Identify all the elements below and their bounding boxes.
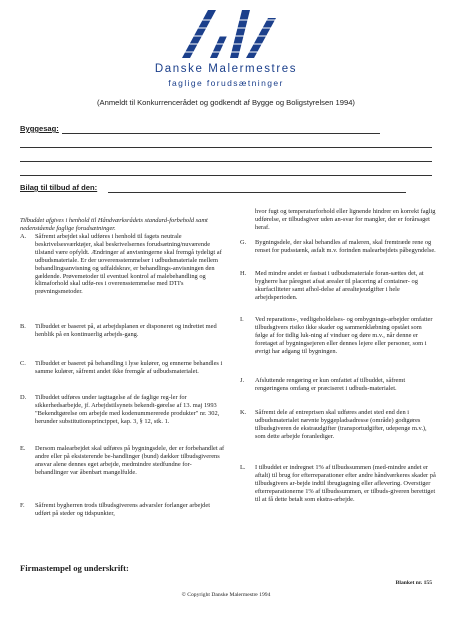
condition-b bbox=[20, 323, 225, 339]
form-number: Blanket nr. 155 bbox=[395, 580, 432, 586]
condition-a bbox=[20, 233, 225, 296]
condition-l bbox=[240, 464, 436, 504]
signature-label: Firmastempel og underskrift: bbox=[20, 563, 129, 573]
condition-key: J. bbox=[240, 377, 245, 384]
condition-text: Såfremt bygherren trods tilbudsgiverens advarsler forlanger arbejdet udført på steder og tidspunkter, bbox=[35, 502, 210, 517]
condition-g bbox=[240, 239, 436, 255]
condition-k bbox=[240, 409, 436, 441]
condition-text: Bygningsdele, der skal behandles af maleren, skal fremtræde rene og renset for pudsstænk, asfalt m.v. forinden malearbejdets påbegyndelse. bbox=[255, 239, 436, 254]
condition-text: Tilbuddet udføres under iagttagelse af de faglige reg-ler for sikkerhedsarbejde, jf. Arbejdstilsynets bekendt-gørelse af 13. maj 1993 "Bekendtgørelse om arbejde med kodenummererede produkter" nr. 302, herunder substitutionsprincippet, kap. 3, § 12, stk. 1. bbox=[35, 394, 220, 425]
condition-key: G. bbox=[240, 239, 247, 246]
condition-f bbox=[20, 502, 225, 518]
brand-name: Danske Malermestres bbox=[154, 63, 298, 75]
byggesag-label: Byggesag: bbox=[20, 124, 59, 133]
condition-key: C. bbox=[20, 360, 26, 367]
byggesag-line-4[interactable] bbox=[20, 175, 432, 176]
condition-text: Tilbuddet er baseret på behandling i lyse kulører, og emnerne behandles i samme kulører, såfremt andet ikke fremgår af udbudsmaterialet. bbox=[35, 360, 223, 375]
condition-h bbox=[240, 270, 436, 302]
condition-key: I. bbox=[240, 316, 244, 323]
condition-j bbox=[240, 377, 436, 393]
intro-text: Tilbuddet afgives i henhold til Håndværksrådets standard-forbehold samt nedenstående faglige forudsætninger. bbox=[20, 217, 208, 233]
byggesag-line-1[interactable] bbox=[62, 133, 380, 134]
condition-text: Såfremt arbejdet skal udføres i henhold til fagets neutrale beskrivelsesværktøjer, skal beskrivelsernes forudsætning/nuværende tilstand være opfyldt. Ændringer af anvisningerne skal fremgå tydeligt af udbudsmateriale. Er der uoverensstemmelser i udbudsmateriale mellem behandlingsanvisning og udfaldskrav, er behandlings-anvisningen den gældende. Prøvemetoder til eventuel kontrol af malebehandling og klimaforhold skal udfø-res i overensstemmelse med DTI's prøvningsmetoder. bbox=[35, 233, 222, 296]
bilag-date-line[interactable] bbox=[108, 192, 406, 193]
condition-text: Såfremt dele af entreprisen skal udføres andet sted end den i udbudsmaterialet nævnte byggepladsadresse (område) godtgøres tilbudsgiveren de ekstraudgifter (transportudgifter, udepenge m.v.), som dette arbejde foranlediger. bbox=[255, 409, 427, 440]
condition-text: Ved reparations-, vedligeholdelses- og ombygnings-arbejder omfatter tilbudsgivers risiko ikke skader og sammenklæbning opstået som følge af for tidlig luk-ning af vinduer og døre m.v., når denne er foretaget af bygningsejeren eller dennes lejere eller personer, som i øvrigt har adgang til bygningen. bbox=[255, 316, 433, 355]
condition-text: I tilbuddet er indregnet 1% af tilbudssummen (med-mindre andet er aftalt) til brug for efterreparationer efter andre håndværkeres skader på tilbudsgivers ar-bejde indtil ibrugtagning eller aflevering. Overstiger efterreparationerne 1% af tilbudssummen, er tilbuds-giveren berettiget til at få dette betalt som ekstra-arbejde. bbox=[255, 464, 436, 503]
condition-d bbox=[20, 394, 225, 426]
condition-key: E. bbox=[20, 445, 26, 452]
condition-text: Tilbuddet er baseret på, at arbejdsplanen er disponeret og indrettet med henblik på en kontinuerlig arbejds-gang. bbox=[35, 323, 217, 338]
condition-i bbox=[240, 316, 436, 356]
condition-text: Afsluttende rengøring er kun omfattet af tilbuddet, såfremt rengøringens omfang er præciseret i udbuds-materialet. bbox=[255, 377, 406, 392]
condition-key: H. bbox=[240, 270, 247, 277]
condition-key: F. bbox=[20, 502, 25, 509]
condition-key: L. bbox=[240, 464, 246, 471]
copyright-notice: © Copyright Danske Malermestre 1994 bbox=[181, 592, 271, 598]
brand-subtitle: faglige forudsætninger bbox=[168, 78, 284, 88]
bilag-label: Bilag til tilbud af den: bbox=[20, 183, 98, 192]
condition-text: Dersom malearbejdet skal udføres på bygningsdele, der er forbehandlet af andre eller på eksisterende be-handlinger (bund) dækker tilbudsgiverens ansvar alene dennes eget arbejde, medmindre stedfundne for-behandlinger var åbenbart mangelfulde. bbox=[35, 445, 225, 476]
byggesag-line-2[interactable] bbox=[20, 147, 432, 148]
company-logo bbox=[180, 8, 282, 60]
approval-note: (Anmeldt til Konkurrencerådet og godkendt af Bygge og Boligstyrelsen 1994) bbox=[97, 98, 355, 107]
byggesag-line-3[interactable] bbox=[20, 161, 432, 162]
condition-key: D. bbox=[20, 394, 27, 401]
condition-key: K. bbox=[240, 409, 247, 416]
condition-c bbox=[20, 360, 225, 376]
condition-key: A. bbox=[20, 233, 27, 240]
condition-text: hvor fugt og temperaturforhold eller lignende hindrer en korrekt faglig udførelse, er tilbudsgiver uden an-svar for mangler, der er forårsaget heraf. bbox=[255, 208, 436, 231]
condition-e bbox=[20, 445, 225, 477]
condition-key: B. bbox=[20, 323, 26, 330]
condition-text: Med mindre andet er fastsat i udbudsmateriale foran-sættes det, at bygherre har påregnet afsat arealer til placering af container- og skurfaciliteter samt afhol-delse af arealtejeudgifter i hele arbejdsperioden. bbox=[255, 270, 424, 301]
condition-f-continued bbox=[240, 208, 436, 232]
